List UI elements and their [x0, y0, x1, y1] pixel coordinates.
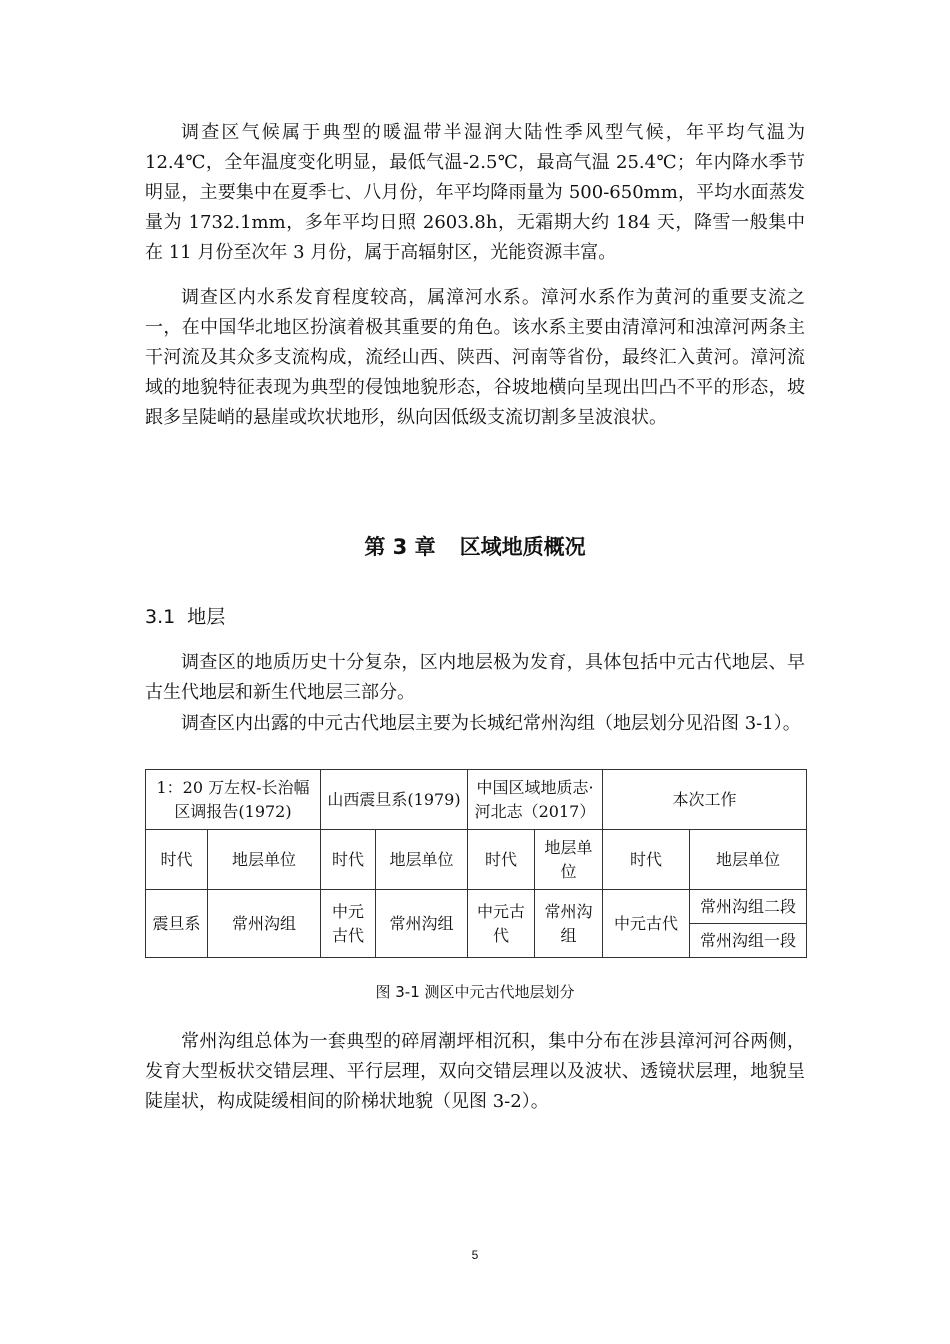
strata-table: [145, 769, 807, 958]
header-era: 时代: [321, 830, 376, 890]
section-number: 3.1: [145, 606, 176, 628]
section-title: 地层: [187, 606, 226, 628]
cell-era-1972: 震旦系: [146, 890, 208, 958]
header-era: 时代: [603, 830, 690, 890]
header-unit: 地层单位: [690, 830, 807, 890]
cell-unit-2017: 常州沟组: [535, 890, 603, 958]
cell-era-1979: 中元古代: [321, 890, 376, 958]
table-subheader-row: [146, 830, 807, 890]
page-number: 5: [471, 1248, 479, 1262]
table-row: [146, 890, 807, 924]
table-header-row: [146, 770, 807, 830]
source-current: 本次工作: [603, 770, 807, 830]
chapter-title: 区域地质概况: [459, 535, 586, 559]
section-heading: [145, 602, 225, 632]
header-era: 时代: [468, 830, 535, 890]
header-unit: 地层单位: [208, 830, 321, 890]
source-2017: 中国区域地质志·河北志（2017）: [468, 770, 603, 830]
source-1972: 1：20 万左权-长治幅区调报告(1972): [146, 770, 321, 830]
cell-era-current: 中元古代: [603, 890, 690, 958]
cell-unit-current-upper: 常州沟组二段: [690, 890, 807, 924]
chapter-heading: [0, 532, 950, 562]
source-1979: 山西震旦系(1979): [321, 770, 468, 830]
cell-unit-current-lower: 常州沟组一段: [690, 924, 807, 958]
cell-unit-1979: 常州沟组: [376, 890, 468, 958]
cell-unit-1972: 常州沟组: [208, 890, 321, 958]
paragraph-hydrology: 调查区内水系发育程度较高，属漳河水系。漳河水系作为黄河的重要支流之一，在中国华北地区扮演着极其重要的角色。该水系主要由清漳河和浊漳河两条主干河流及其众多支流构成，流经山西、陕西、河南等省份，最终汇入黄河。漳河流域的地貌特征表现为典型的侵蚀地貌形态，谷坡地横向呈现出凹凸不平的形态，坡跟多呈陡峭的悬崖或坎状地形，纵向因低级支流切割多呈波浪状。: [145, 287, 805, 428]
paragraph-changzhougou: 常州沟组总体为一套典型的碎屑潮坪相沉积，集中分布在涉县漳河河谷两侧，发育大型板状交错层理、平行层理，双向交错层理以及波状、透镜状层理，地貌呈陡崖状，构成陡缓相间的阶梯状地貌（见图 3-2）。: [145, 1031, 805, 1112]
header-unit: 地层单位: [376, 830, 468, 890]
header-era: 时代: [146, 830, 208, 890]
paragraph-climate: 调查区气候属于典型的暖温带半湿润大陆性季风型气候，年平均气温为12.4℃，全年温度变化明显，最低气温-2.5℃，最高气温 25.4℃；年内降水季节明显，主要集中在夏季七、八月份，年平均降雨量为 500-650mm，平均水面蒸发量为 1732.1mm，多年平均日照 2603.8h，无霜期大约 184 天，降雪一般集中在 11 月份至次年 3 月份，属于高辐射区，光能资源丰富。: [145, 122, 805, 263]
cell-era-2017: 中元古代: [468, 890, 535, 958]
header-unit: 地层单位: [535, 830, 603, 890]
figure-caption: 图 3-1 测区中元古代地层划分: [375, 983, 575, 1001]
paragraph-stratigraphy: 调查区的地质历史十分复杂，区内地层极为发育，具体包括中元古代地层、早古生代地层和新生代地层三部分。: [145, 652, 805, 703]
chapter-number: 第 3 章: [364, 535, 436, 559]
paragraph-changcheng: 调查区内出露的中元古代地层主要为长城纪常州沟组（地层划分见沿图 3-1）。: [181, 713, 801, 734]
